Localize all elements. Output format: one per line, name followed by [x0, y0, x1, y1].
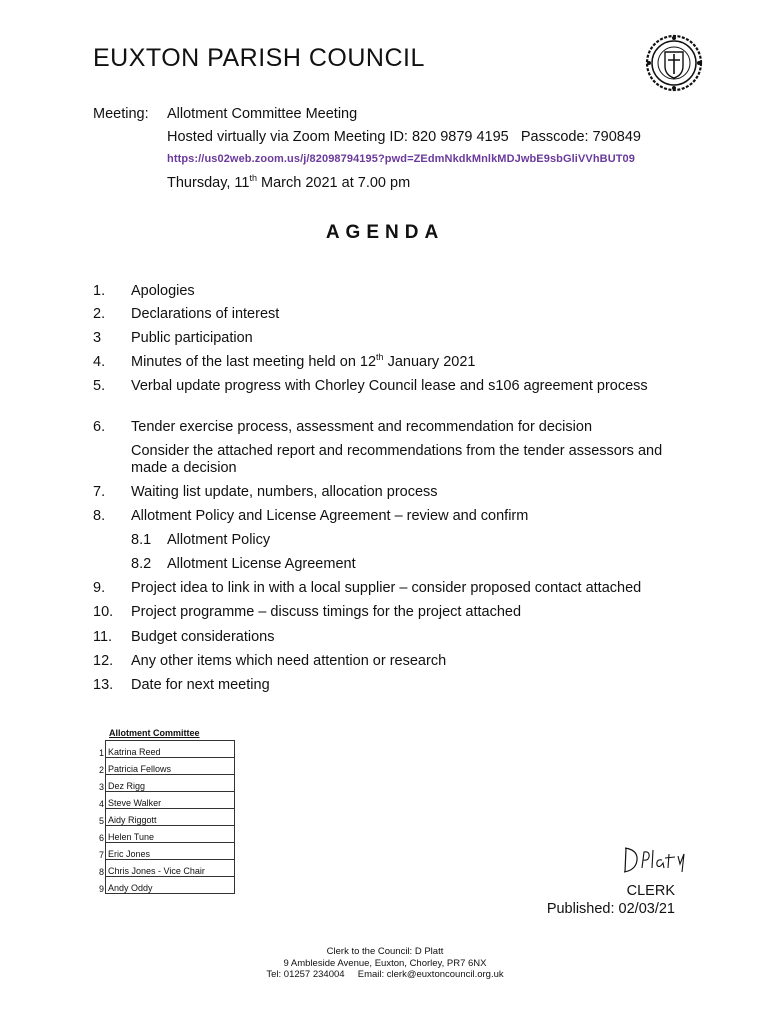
zoom-link[interactable]: https://us02web.zoom.us/j/82098794195?pwd=ZEdmNkdkMnlkMDJwbE9sbGliVVhBUT09 [167, 153, 635, 165]
agenda-item-text: Declarations of interest [131, 306, 280, 322]
meeting-date-prefix: Thursday, 11 [167, 175, 250, 191]
agenda-item-number: 10. [93, 604, 114, 620]
agenda-item-number: 9. [93, 580, 106, 596]
agenda-subitem-number: 8.2 [131, 556, 152, 572]
agenda-item-number: 3 [93, 330, 102, 346]
member-index: 7 [98, 849, 104, 860]
meeting-date [167, 175, 410, 191]
clerk-label: CLERK [626, 883, 675, 899]
table-row [96, 826, 235, 843]
member-index: 6 [98, 832, 104, 843]
member-index: 5 [98, 815, 104, 826]
footer-contact: Tel: 01257 234004 Email: clerk@euxtoncouncil.org.uk [266, 969, 504, 980]
member-index: 2 [98, 764, 104, 775]
member-index: 1 [98, 747, 104, 758]
agenda-item-text: Project idea to link in with a local supplier – consider proposed contact attached [131, 580, 642, 596]
agenda-item-text: Date for next meeting [131, 677, 270, 693]
meeting-name: Allotment Committee Meeting [167, 106, 358, 122]
member-name: Andy Oddy [106, 877, 235, 894]
agenda-item-number: 11. [93, 629, 113, 645]
meeting-date-sup: th [249, 173, 257, 184]
agenda-item-text-sup: th [376, 352, 384, 363]
agenda-item-number: 12. [93, 653, 114, 669]
agenda-item-text [131, 354, 691, 371]
council-title: EUXTON PARISH COUNCIL [93, 44, 425, 72]
member-name: Patricia Fellows [106, 758, 235, 775]
agenda-subitem-text: Allotment Policy [167, 532, 271, 548]
table-row [96, 741, 235, 758]
table-row [96, 860, 235, 877]
committee-table [96, 740, 235, 894]
footer-address: 9 Ambleside Avenue, Euxton, Chorley, PR7 6NX [283, 957, 487, 969]
agenda-item-text: Tender exercise process, assessment and recommendation for decision [131, 419, 593, 435]
agenda-item-number: 6. [93, 419, 106, 435]
member-name: Steve Walker [106, 792, 235, 809]
table-row [96, 792, 235, 809]
agenda-item-text: Waiting list update, numbers, allocation process [131, 484, 438, 500]
agenda-item-number: 7. [93, 484, 106, 500]
table-row [96, 877, 235, 894]
agenda-item-number: 5. [93, 378, 106, 394]
member-name: Dez Rigg [106, 775, 235, 792]
table-row [96, 758, 235, 775]
meeting-hosting: Hosted virtually via Zoom Meeting ID: 820 9879 4195 Passcode: 790849 [167, 129, 641, 145]
table-row [96, 843, 235, 860]
agenda-item-text: Public participation [131, 330, 253, 346]
meeting-label: Meeting: [93, 106, 149, 122]
member-name: Katrina Reed [106, 741, 235, 758]
agenda-item-text: Budget considerations [131, 629, 275, 645]
member-index: 3 [98, 781, 104, 792]
member-name: Aidy Riggott [106, 809, 235, 826]
agenda-heading: AGENDA [325, 222, 445, 243]
member-name: Chris Jones - Vice Chair [106, 860, 235, 877]
agenda-subitem-number: 8.1 [131, 532, 152, 548]
agenda-item-text: Project programme – discuss timings for the project attached [131, 604, 522, 620]
footer [0, 946, 770, 981]
agenda-item-number: 1. [93, 283, 106, 299]
member-index: 9 [98, 883, 104, 894]
agenda-item-number: 13. [93, 677, 114, 693]
published-date: Published: 02/03/21 [546, 901, 675, 917]
parish-crest-icon [645, 34, 703, 92]
agenda-item-note-text: Consider the attached report and recommendations from the tender assessors and made a decision [131, 443, 663, 476]
agenda-item-text: Apologies [131, 283, 195, 299]
member-index: 8 [98, 866, 104, 877]
table-row [96, 775, 235, 792]
agenda-item-text: Allotment Policy and License Agreement – review and confirm [131, 508, 529, 524]
agenda-item-text-prefix: Minutes of the last meeting held on 12 [131, 354, 377, 370]
agenda-item-text: Any other items which need attention or research [131, 653, 447, 669]
agenda-item-number: 2. [93, 306, 106, 322]
meeting-date-suffix: March 2021 at 7.00 pm [257, 175, 411, 191]
agenda-subitem-text: Allotment License Agreement [167, 556, 356, 572]
member-index: 4 [98, 798, 104, 809]
member-name: Helen Tune [106, 826, 235, 843]
agenda-item-text: Verbal update progress with Chorley Council lease and s106 agreement process [131, 378, 648, 394]
footer-clerk: Clerk to the Council: D Platt [326, 946, 444, 957]
agenda-item-number: 4. [93, 354, 106, 370]
table-row [96, 809, 235, 826]
member-name: Eric Jones [106, 843, 235, 860]
clerk-signature [620, 842, 690, 876]
committee-heading: Allotment Committee [109, 728, 200, 738]
agenda-item-number: 8. [93, 508, 106, 524]
agenda-item-text-suffix: January 2021 [383, 354, 476, 370]
